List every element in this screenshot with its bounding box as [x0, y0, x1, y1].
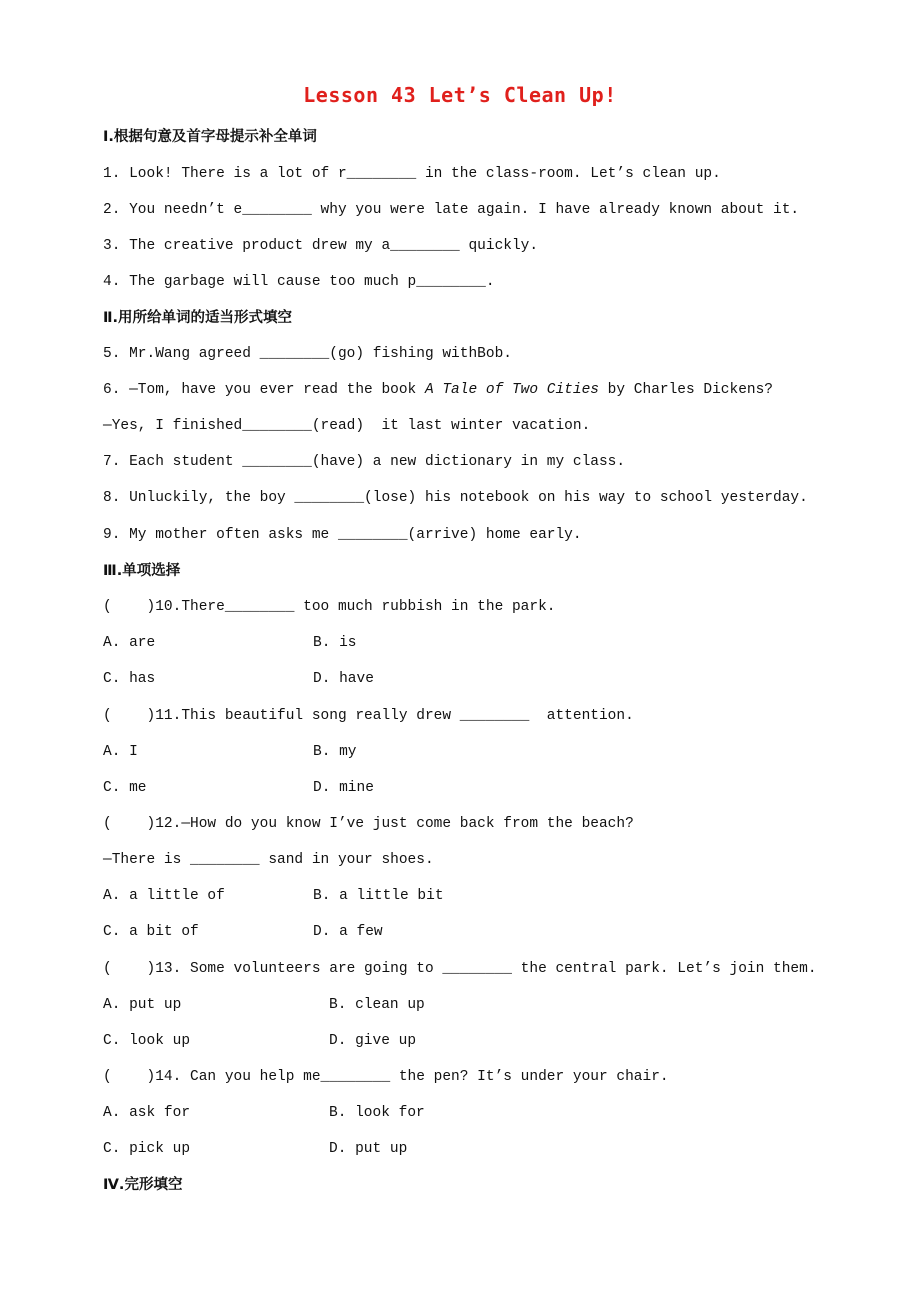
page-title: Lesson 43 Let’s Clean Up!	[303, 83, 617, 107]
question-12-stem-2: —There is ________ sand in your shoes.	[103, 852, 434, 868]
question-14-stem: ( )14. Can you help me________ the pen? It’s under your chair.	[103, 1069, 669, 1085]
option-c: C. me	[103, 780, 147, 796]
option-a: A. a little of	[103, 888, 225, 904]
option-b: B. my	[313, 744, 357, 760]
question-12-options-row-1	[103, 886, 444, 906]
question-1: 1. Look! There is a lot of r________ in the class-room. Let’s clean up.	[103, 166, 721, 182]
option-c: C. a bit of	[103, 924, 199, 940]
section-3-heading: Ⅲ.单项选择	[103, 563, 181, 579]
question-11-options-row-2	[103, 778, 374, 798]
option-c: C. look up	[103, 1033, 191, 1049]
option-a: A. I	[103, 744, 138, 760]
option-d: D. give up	[329, 1033, 417, 1049]
question-10-options-row-1	[103, 633, 357, 653]
option-d: D. have	[313, 671, 374, 687]
section-4-heading: Ⅳ.完形填空	[103, 1177, 183, 1193]
option-a: A. are	[103, 635, 156, 651]
question-6	[103, 380, 773, 400]
option-c: C. has	[103, 671, 156, 687]
question-13-options-row-2	[103, 1031, 417, 1051]
question-11-stem: ( )11.This beautiful song really drew ________ attention.	[103, 708, 634, 724]
option-a: A. put up	[103, 997, 182, 1013]
question-6-suffix: by Charles Dickens?	[598, 382, 774, 398]
option-a: A. ask for	[103, 1105, 191, 1121]
question-3: 3. The creative product drew my a________ quickly.	[103, 238, 539, 254]
question-10-stem: ( )10.There________ too much rubbish in the park.	[103, 599, 556, 615]
question-10-options-row-2	[103, 669, 374, 689]
question-13-options-row-1	[103, 995, 425, 1015]
question-5: 5. Mr.Wang agreed ________(go) fishing withBob.	[103, 346, 512, 362]
question-14-options-row-1	[103, 1103, 425, 1123]
question-12-stem: ( )12.—How do you know I’ve just come back from the beach?	[103, 816, 634, 832]
option-c: C. pick up	[103, 1141, 191, 1157]
question-4: 4. The garbage will cause too much p________.	[103, 274, 495, 290]
question-13-stem: ( )13. Some volunteers are going to ________ the central park. Let’s join them.	[103, 961, 817, 977]
section-2-heading: Ⅱ.用所给单词的适当形式填空	[103, 310, 293, 326]
question-2: 2. You needn’t e________ why you were late again. I have already known about it.	[103, 202, 800, 218]
option-b: B. look for	[329, 1105, 425, 1121]
option-d: D. mine	[313, 780, 374, 796]
option-d: D. put up	[329, 1141, 408, 1157]
book-title: A Tale of Two Cities	[424, 382, 599, 398]
question-6-answer: —Yes, I finished________(read) it last winter vacation.	[103, 418, 591, 434]
question-14-options-row-2	[103, 1139, 408, 1159]
option-b: B. a little bit	[313, 888, 444, 904]
question-6-prefix: 6. —Tom, have you ever read the book	[103, 382, 425, 398]
question-8: 8. Unluckily, the boy ________(lose) his notebook on his way to school yesterday.	[103, 490, 808, 506]
question-7: 7. Each student ________(have) a new dictionary in my class.	[103, 454, 626, 470]
question-9: 9. My mother often asks me ________(arrive) home early.	[103, 527, 582, 543]
question-12-options-row-2	[103, 922, 383, 942]
section-1-heading: Ⅰ.根据句意及首字母提示补全单词	[103, 129, 317, 145]
option-d: D. a few	[313, 924, 383, 940]
question-11-options-row-1	[103, 742, 357, 762]
option-b: B. is	[313, 635, 357, 651]
option-b: B. clean up	[329, 997, 425, 1013]
